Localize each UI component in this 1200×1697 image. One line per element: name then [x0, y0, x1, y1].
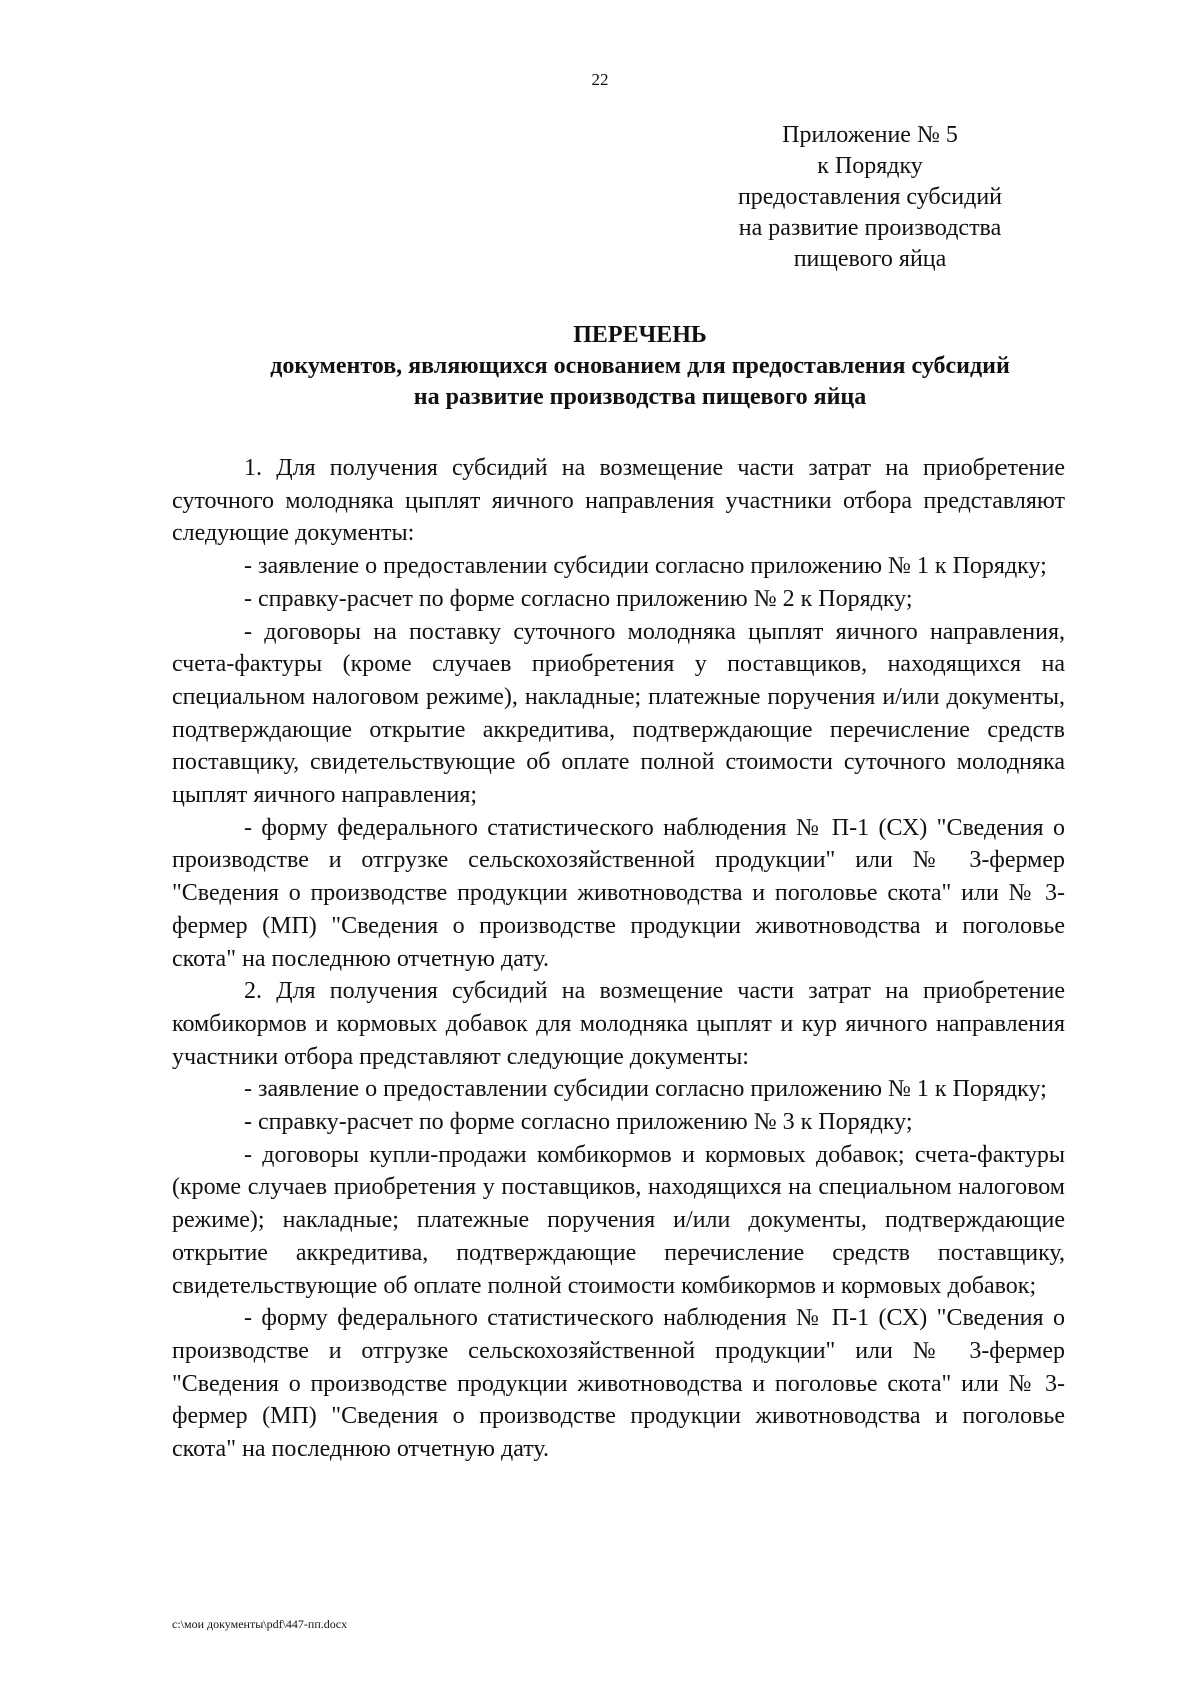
- appendix-line: предоставления субсидий: [737, 184, 1003, 210]
- document-body: [172, 452, 1065, 1466]
- title-subheading: документов, являющихся основанием для предоставления субсидий: [270, 353, 1010, 379]
- section-1-item: - договоры на поставку суточного молодняка цыплят яичного направления, счета-фактуры (кроме случаев приобретения у поставщиков, находящихся на специальном налоговом режиме), накладные; платежные поручения и/или документы, подтверждающие открытие аккредитива, подтверждающие перечисление средств поставщику, свидетельствующие об оплате полной стоимости суточного молодняка цыплят яичного направления;: [172, 618, 1065, 809]
- appendix-line: к Порядку: [817, 153, 923, 179]
- file-path-footer: c:\мои документы\pdf\447-пп.docx: [172, 1617, 348, 1631]
- title-subheading: на развитие производства пищевого яйца: [413, 384, 867, 410]
- section-2-intro: 2. Для получения субсидий на возмещение части затрат на приобретение комбикормов и кормовых добавок для молодняка цыплят и кур яичного направления участники отбора представляют следующие документы:: [172, 978, 1065, 1070]
- section-1-item: - форму федерального статистического наблюдения № П-1 (СХ) "Сведения о производстве и отгрузке сельскохозяйственной продукции" или № 3-фермер "Сведения о производстве продукции животноводства и поголовье скота" или № 3-фермер (МП) "Сведения о производстве продукции животноводства и поголовье скота" на последнюю отчетную дату.: [172, 814, 1065, 972]
- appendix-line: на развитие производства: [738, 215, 1002, 241]
- section-2-item: - договоры купли-продажи комбикормов и кормовых добавок; счета-фактуры (кроме случаев приобретения у поставщиков, находящихся на специальном налоговом режиме); накладные; платежные поручения и/или документы, подтверждающие открытие аккредитива, подтверждающие перечисление средств поставщику, свидетельствующие об оплате полной стоимости комбикормов и кормовых добавок;: [172, 1141, 1065, 1299]
- document-title: [175, 320, 1105, 413]
- title-heading: ПЕРЕЧЕНЬ: [573, 322, 707, 348]
- section-1-item: - справку-расчет по форме согласно приложению № 2 к Порядку;: [244, 585, 913, 612]
- appendix-line: пищевого яйца: [793, 246, 947, 272]
- page-number: 22: [591, 70, 609, 89]
- appendix-line: Приложение № 5: [782, 122, 958, 148]
- section-1-intro: 1. Для получения субсидий на возмещение части затрат на приобретение суточного молодняка цыплят яичного направления участники отбора представляют следующие документы:: [172, 455, 1065, 547]
- section-2-item: - форму федерального статистического наблюдения № П-1 (СХ) "Сведения о производстве и отгрузке сельскохозяйственной продукции" или № 3-фермер "Сведения о производстве продукции животноводства и поголовье скота" или № 3-фермер (МП) "Сведения о производстве продукции животноводства и поголовье скота" на последнюю отчетную дату.: [172, 1305, 1065, 1463]
- appendix-header: [690, 120, 1050, 275]
- section-1-item: - заявление о предоставлении субсидии согласно приложению № 1 к Порядку;: [244, 553, 1047, 580]
- section-2-item: - справку-расчет по форме согласно приложению № 3 к Порядку;: [244, 1109, 913, 1136]
- section-2-item: - заявление о предоставлении субсидии согласно приложению № 1 к Порядку;: [244, 1076, 1047, 1103]
